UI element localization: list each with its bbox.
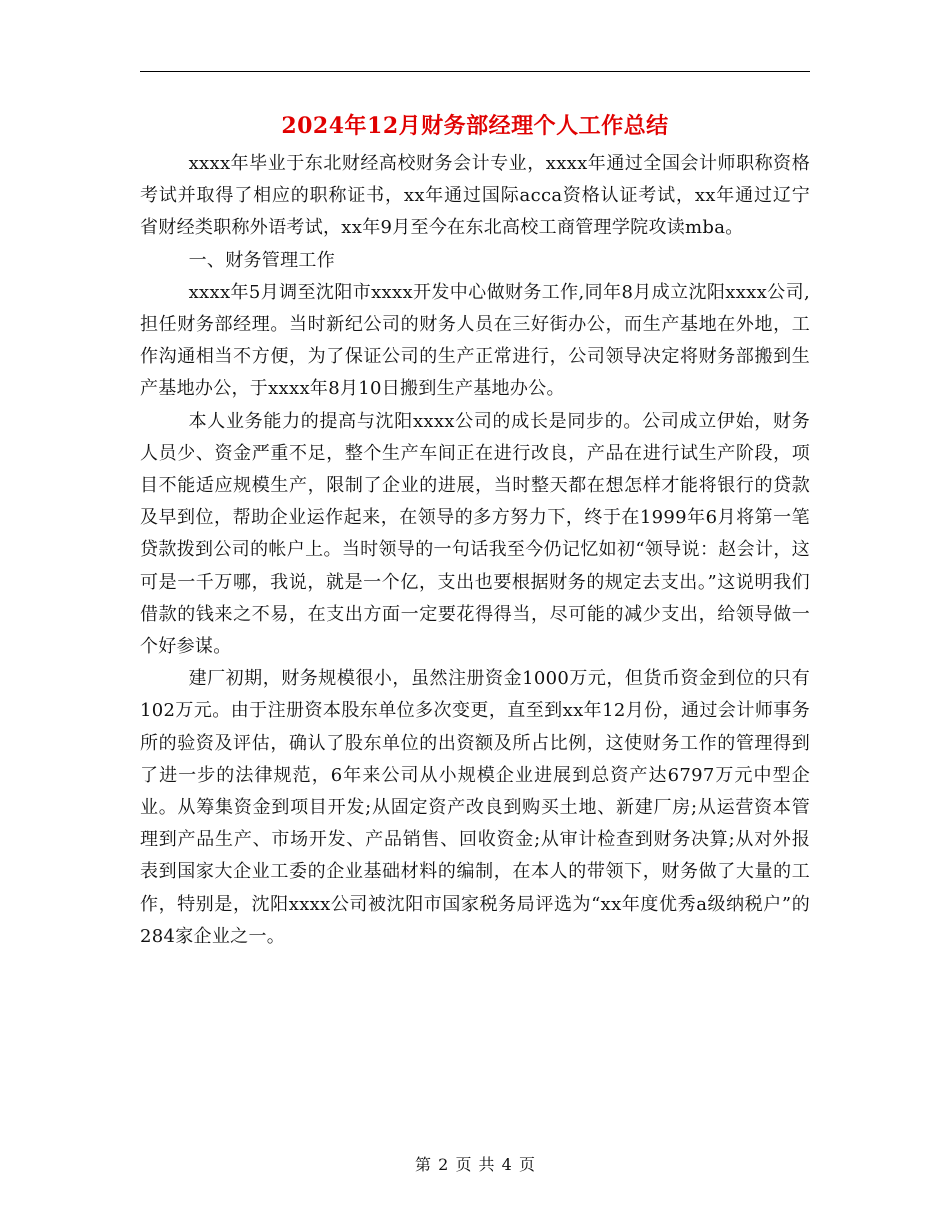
section-heading-financial-management: 一、财务管理工作 xyxy=(188,249,335,271)
document-title: 2024年12月财务部经理个人工作总结 xyxy=(281,113,669,139)
paragraph-early-stage: 建厂初期，财务规模很小，虽然注册资金1000万元，但货币资金到位的只有102万元。由于注册资本股东单位多次变更，直至到xx年12月份，通过会计师事务所的验资及评估，确认了股东单位的出资额及所占比例，这使财务工作的管理得到了进一步的法律规范，6年来公司从小规模企业进展到总资产达6797万元中型企业。从筹集资金到项目开发;从固定资产改良到购买土地、新建厂房;从运营资本管理到产品生产、市场开发、产品销售、回收资金;从审计检查到财务决算;从对外报表到国家大企业工委的企业基础材料的编制，在本人的带领下，财务做了大量的工作，特别是，沈阳xxxx公司被沈阳市国家税务局评选为“xx年度优秀a级纳税户”的284家企业之一。 xyxy=(140,668,810,947)
footer-total-pages: 4 xyxy=(501,1155,512,1174)
document-body xyxy=(140,148,810,953)
header-rule xyxy=(140,71,810,72)
footer-current-page: 2 xyxy=(438,1155,449,1174)
footer-word-ye: 页 xyxy=(455,1155,472,1174)
page-footer xyxy=(0,1154,950,1176)
paragraph-transfer: xxxx年5月调至沈阳市xxxx开发中心做财务工作,同年8月成立沈阳xxxx公司,担任财务部经理。当时新纪公司的财务人员在三好街办公，而生产基地在外地，工作沟通相当不方便，为了保证公司的生产正常进行，公司领导决定将财务部搬到生产基地办公，于xxxx年8月10日搬到生产基地办公。 xyxy=(140,281,810,400)
paragraph-growth: 本人业务能力的提高与沈阳xxxx公司的成长是同步的。公司成立伊始，财务人员少、资金严重不足，整个生产车间正在进行改良，产品在进行试生产阶段，项目不能适应规模生产，限制了企业的进展，当时整天都在想怎样才能将银行的贷款及早到位，帮助企业运作起来，在领导的多方努力下，终于在1999年6月将第一笔贷款拨到公司的帐户上。当时领导的一句话我至今仍记忆如初“领导说：赵会计，这可是一千万哪，我说，就是一个亿，支出也要根据财务的规定去支出。”这说明我们借款的钱来之不易，在支出方面一定要花得得当，尽可能的减少支出，给领导做一个好参谋。 xyxy=(140,410,810,658)
paragraph-intro: xxxx年毕业于东北财经高校财务会计专业，xxxx年通过全国会计师职称资格考试并取得了相应的职称证书，xx年通过国际acca资格认证考试，xx年通过辽宁省财经类职称外语考试，xx年9月至今在东北高校工商管理学院攻读mba。 xyxy=(140,153,810,239)
footer-word-gong: 共 xyxy=(478,1155,495,1174)
footer-word-di: 第 xyxy=(415,1155,432,1174)
footer-word-ye-2: 页 xyxy=(518,1155,535,1174)
